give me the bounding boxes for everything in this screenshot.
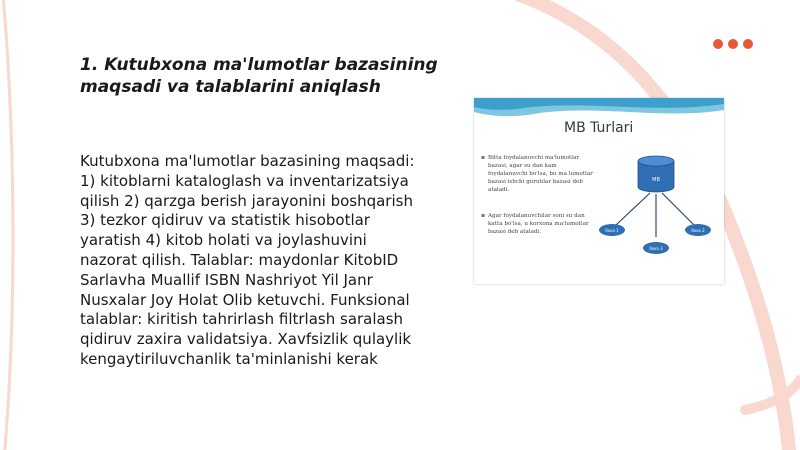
slide-thumbnail (474, 98, 724, 284)
node-3-label: Ilova 3 (649, 246, 663, 251)
thumbnail-bullet-2: ▪ Agar foydalanuvchilar soni su dan katta bo'lsa, u korxona ma'lumotlar bazasi deb ataladi. (481, 212, 589, 235)
arrow-to-node-2 (662, 193, 694, 225)
arc-left-edge (3, 0, 13, 450)
dot (728, 39, 738, 49)
database-diagram (594, 153, 719, 263)
menu-dots (713, 39, 753, 49)
slide-body: Kutubxona ma'lumotlar bazasining maqsadi: 1) kitoblarni kataloglash va inventarizatsiya qilish 2) qarzga berish jarayonini boshqarish 3) tezkor qidiruv va statistik hisobotlar yaratish 4) kitob holati va joylashuvini nazorat qilish. Talablar: maydonlar KitobID Sarlavha Muallif ISBN Nashriyot Yil Janr Nusxalar Joy Holat Olib ketuvchi. Funksional talablar: kiritish tahrirlash filtrlash saralash qidiruv zaxira validatsiya. Xavfsizlik qulaylik kengaytiriluvchanlik ta'minlanishi kerak (80, 152, 415, 368)
thumbnail-title: MB Turlari (564, 120, 634, 136)
database-cylinder-icon (638, 156, 674, 192)
database-label: MB (652, 177, 660, 183)
thumbnail-footer (484, 275, 714, 281)
node-2-label: Ilova 2 (691, 228, 705, 233)
thumbnail-bullet-1: ▪ Bitta foydalanuvchi ma'lumotlar bazasi, agar su dan kam foydalanuvchi bo'lsa, bu ma lumotlar bazasi ishchi guruhlar bazasi deb ataladi. (481, 154, 593, 193)
slide-title: 1. Kutubxona ma'lumotlar bazasining maqsadi va talablarini aniqlash (80, 55, 438, 97)
arrow-to-node-1 (616, 193, 650, 225)
thumbnail-bullet-2-text: Agar foydalanuvchilar soni su dan katta bo'lsa, u korxona ma'lumotlar bazasi deb ataladi. (488, 213, 589, 235)
thumbnail-bullet-1-text: Bitta foydalanuvchi ma'lumotlar bazasi, agar su dan kam foydalanuvchi bo'lsa, bu ma lumotlar bazasi ishchi guruhlar bazasi deb ataladi. (488, 155, 593, 193)
dot (713, 39, 723, 49)
dot (743, 39, 753, 49)
node-1-label: Ilova 1 (605, 228, 619, 233)
